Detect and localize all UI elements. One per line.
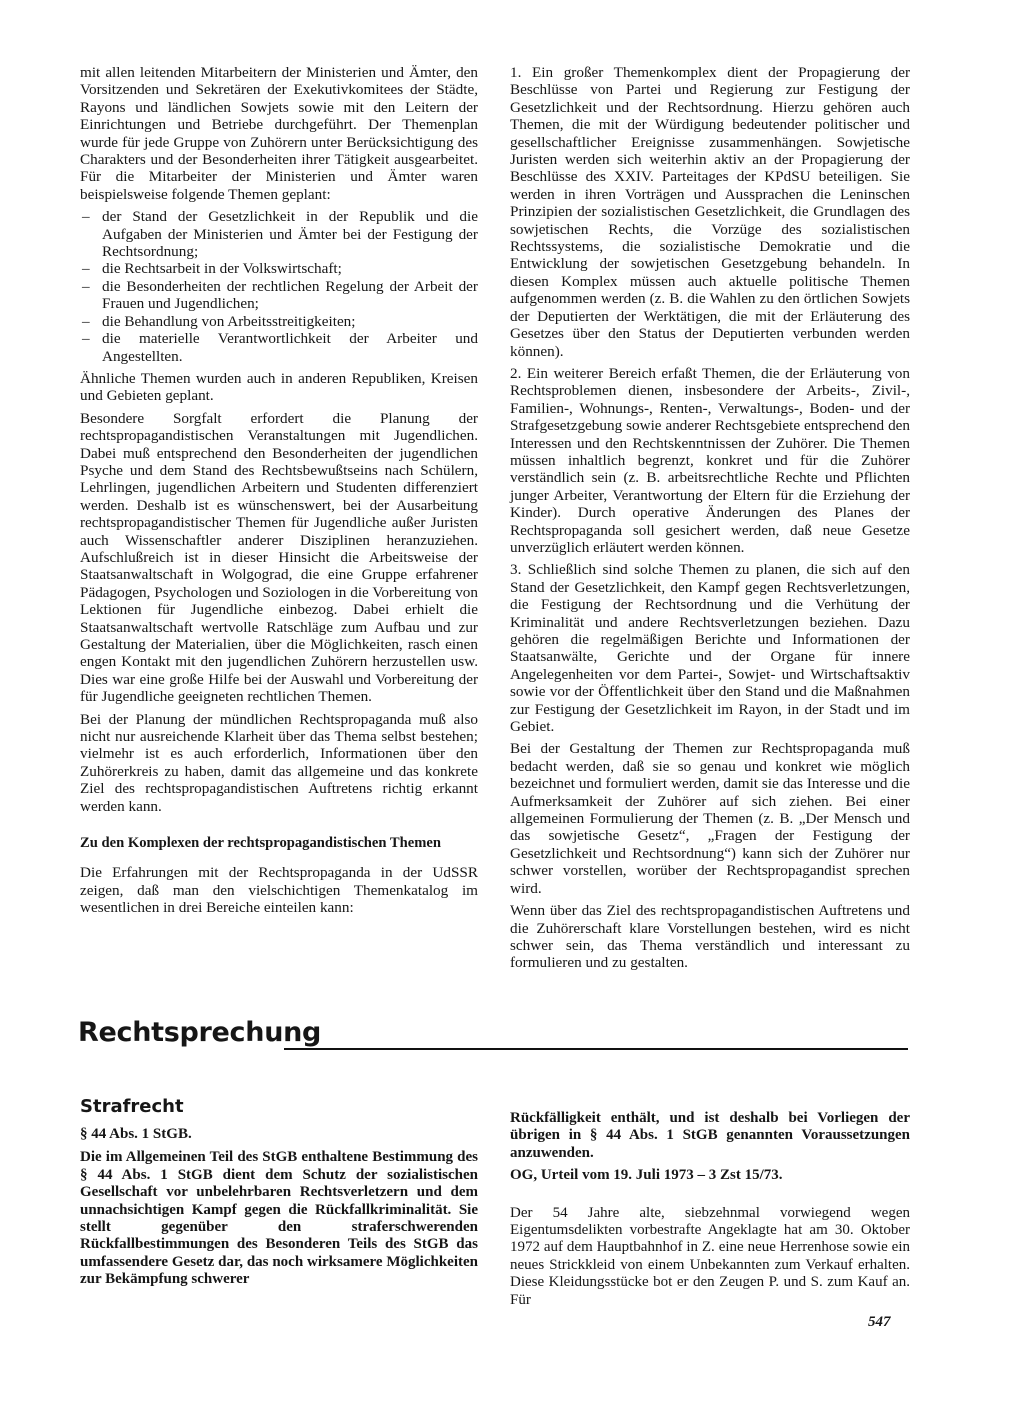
subheading: Zu den Komplexen der rechtspropagandistischen Themen [80,835,441,852]
theme-complex-3: 3. Schließlich sind solche Themen zu planen, die sich auf den Stand der Gesetzlichkeit, den Kampf gegen Rechtsverletzungen, die Festigung der Rechtsordnung und die Verhütung der Kriminalität und andere Rechtsverletzungen beziehen. Dazu gehören die regelmäßigen Berichte und Informationen der Staatsanwälte, Gerichte und der Organe für innere Angelegenheiten vor dem Partei-, Sowjet- und Wirtschaftsaktiv sowie vor der Öffentlichkeit über den Stand und die Maßnahmen zur Festigung der Gesetzlichkeit im Rayon, in der Stadt und im Gebiet. [510,561,910,736]
list-item: – die Rechtsarbeit in der Volkswirtschaft; [80,260,478,277]
list-item: – der Stand der Gesetzlichkeit in der Republik und die Aufgaben der Ministerien und Ämter bei der Festigung der Rechtsordnung; [80,208,478,260]
section-title: Rechtsprechung [78,1017,322,1048]
ruling-right-column [510,1110,910,1314]
youth-paragraph: Besondere Sorgfalt erfordert die Planung der rechtspropagandistischen Veranstaltungen mit Jugendlichen. Dabei muß entsprechend den Besonderheiten der jugendlichen Psyche und dem Stand des Rechtsbewußtseins nach Schülern, Lehrlingen, jugendlichen Arbeitern und Studenten differenziert werden. Deshalb ist es wünschenswert, bei der Ausarbeitung rechtspropagandistischer Themen für Jugendliche außer Juristen auch Wissenschaftler anderer Disziplinen heranzuziehen. Aufschlußreich ist in dieser Hinsicht die Arbeitsweise der Staatsanwaltschaft in Wolgograd, die eine Gruppe erfahrener Pädagogen, Psychologen und Soziologen in die Vorbereitung von Lektionen für Jugendliche einbezog. Dabei erhielt die Staatsanwaltschaft wertvolle Ratschläge zum Aufbau und zur Gestaltung der Materialien, über die Möglichkeiten, rasch einen engen Kontakt mit den jugendlichen Zuhörern herzustellen usw. Dies war eine große Hilfe bei der Auswahl und Vorbereitung der für Jugendliche geeigneten rechtlichen Themen. [80,409,478,706]
intro-paragraph: mit allen leitenden Mitarbeitern der Ministerien und Ämter, den Vorsitzenden und Sekretären der Exekutivkomitees der Städte, Rayons und ländlichen Sowjets sowie mit den Leitern der Einrichtungen und Betriebe durchgeführt. Der Themenplan wurde für jede Gruppe von Zuhörern unter Berücksichtigung des Charakters und der Besonderheiten ihrer Tätigkeit ausgearbeitet. Für die Mitarbeiter der Ministerien und Ämter waren beispielsweise folgende Themen geplant: [80,64,478,203]
court-citation: OG, Urteil vom 19. Juli 1973 – 3 Zst 15/73. [510,1167,783,1184]
case-facts: Der 54 Jahre alte, siebzehnmal vorwiegend wegen Eigentumsdelikten vorbestrafte Angeklagte hat am 30. Oktober 1972 auf dem Hauptbahnhof in Z. eine neue Herrenhose sowie ein neues Strickkleid von einem Unbekannten zum Verkauf erhalten. Diese Kleidungsstücke bot er den Zeugen P. und S. zum Kauf an. Für [510,1204,910,1308]
planning-paragraph: Bei der Planung der mündlichen Rechtspropaganda muß also nicht nur ausreichende Klarheit über das Thema selbst bestehen; vielmehr ist es auch erforderlich, Informationen über den Zuhörerkreis zu haben, damit das allgemeine und das konkrete Ziel des rechtspropagandistischen Auftretens richtig erkannt werden kann. [80,710,478,815]
theme-complex-1: 1. Ein großer Themenkomplex dient der Propagierung der Beschlüsse von Partei und Regierung zur Festigung der Gesetzlichkeit und der Rechtsordnung. Hierzu gehören auch Themen, die mit der Würdigung bedeutender politischer und gesellschaftlicher Ereignisse zusammenhängen. Sowjetische Juristen werden sich weiterhin aktiv an der Propagierung der Beschlüsse des XXIV. Parteitages der KPdSU beteiligen. Sie werden in ihren Vorträgen und Aussprachen die Leninschen Prinzipien der sozialistischen Gesetzlichkeit, die Grundlagen des sowjetischen Rechts, die Vorzüge des sozialistischen Rechtssystems, die sozialistische Demokratie und die Entwicklung der sowjetischen Gesetzgebung behandeln. In diesen Komplex müssen auch aktuelle politische Themen aufgenommen werden (z. B. die Wahlen zu den örtlichen Sowjets der Deputierten der Werktätigen, die mit der Erläuterung des Gesetzes über den Status der Deputierten verbunden werden können). [510,64,910,360]
ruling-headnote: Die im Allgemeinen Teil des StGB enthaltene Bestimmung des § 44 Abs. 1 StGB dient dem Schutz der sozialistischen Gesellschaft vor unbelehrbaren Rechtsverletzern und dem unnachsichtigen Kampf gegen die Rückfallkriminalität. Sie stellt gegenüber den straferschwerenden Rückfallbestimmungen des Besonderen Teils des StGB das umfassendere Gesetz dar, das noch wirksamere Möglichkeiten zur Bekämpfung schwerer [80,1149,478,1288]
right-column [510,64,910,977]
ruling-headnote-continued: Rückfälligkeit enthält, und ist deshalb bei Vorliegen der übrigen in § 44 Abs. 1 StGB genannten Voraussetzungen anzuwenden. [510,1110,910,1161]
list-item: – die Besonderheiten der rechtlichen Regelung der Arbeit der Frauen und Jugendlichen; [80,278,478,313]
list-item: – die materielle Verantwortlichkeit der Arbeiter und Angestellten. [80,330,478,365]
design-paragraph: Bei der Gestaltung der Themen zur Rechtspropaganda muß bedacht werden, daß sie so genau und konkret wie möglich bezeichnet und formuliert werden, damit sie das Interesse und die Aufmerksamkeit der Zuhörer auf sich ziehen. Bei einer allgemeinen Formulierung der Themen (z. B. „Der Mensch und das sowjetische Gesetz“, „Fragen der Festigung der Gesetzlichkeit und Rechtsordnung“) kann sich der Zuhörer nur schwer vorstellen, worüber der Rechtspropagandist sprechen wird. [510,740,910,897]
theme-complex-2: 2. Ein weiterer Bereich erfaßt Themen, die der Erläuterung von Rechtsproblemen dienen, insbesondere der Arbeits-, Zivil-, Familien-, Wohnungs-, Renten-, Verwaltungs-, Boden- und der Strafgesetzgebung sowie anderer Rechtsgebiete entsprechend den Interessen und den Rechtskenntnissen der Zuhörer. Die Themen müssen inhaltlich begrenzt, konkret und für die Zuhörer verständlich sein (z. B. arbeitsrechtliche Rechte und Pflichten junger Arbeiter, Verantwortung der Eltern für die Erziehung der Kinder). Durch operative Änderungen des Planes der Rechtspropaganda soll gesichert werden, daß neue Gesetze unverzüglich erläutert werden können. [510,364,910,556]
list-item: – die Behandlung von Arbeitsstreitigkeiten; [80,313,478,330]
ruling-left-column [80,1096,478,1294]
section-header [78,1016,908,1050]
left-column [80,64,478,922]
closing-paragraph: Wenn über das Ziel des rechtspropagandistischen Auftretens und die Zuhörerschaft klare Vorstellungen bestehen, wird es nicht schwer sein, das Thema verständlich und interessant zu formulieren und zu gestalten. [510,902,910,972]
paragraph-reference: § 44 Abs. 1 StGB. [80,1126,192,1142]
experience-paragraph: Die Erfahrungen mit der Rechtspropaganda in der UdSSR zeigen, daß man den vielschichtigen Themenkatalog im wesentlichen in drei Bereiche einteilen kann: [80,864,478,917]
topic-list [80,208,478,365]
page-number: 547 [868,1314,891,1330]
subsection-title: Strafrecht [80,1096,184,1117]
similar-themes-paragraph: Ähnliche Themen wurden auch in anderen Republiken, Kreisen und Gebieten geplant. [80,369,478,405]
